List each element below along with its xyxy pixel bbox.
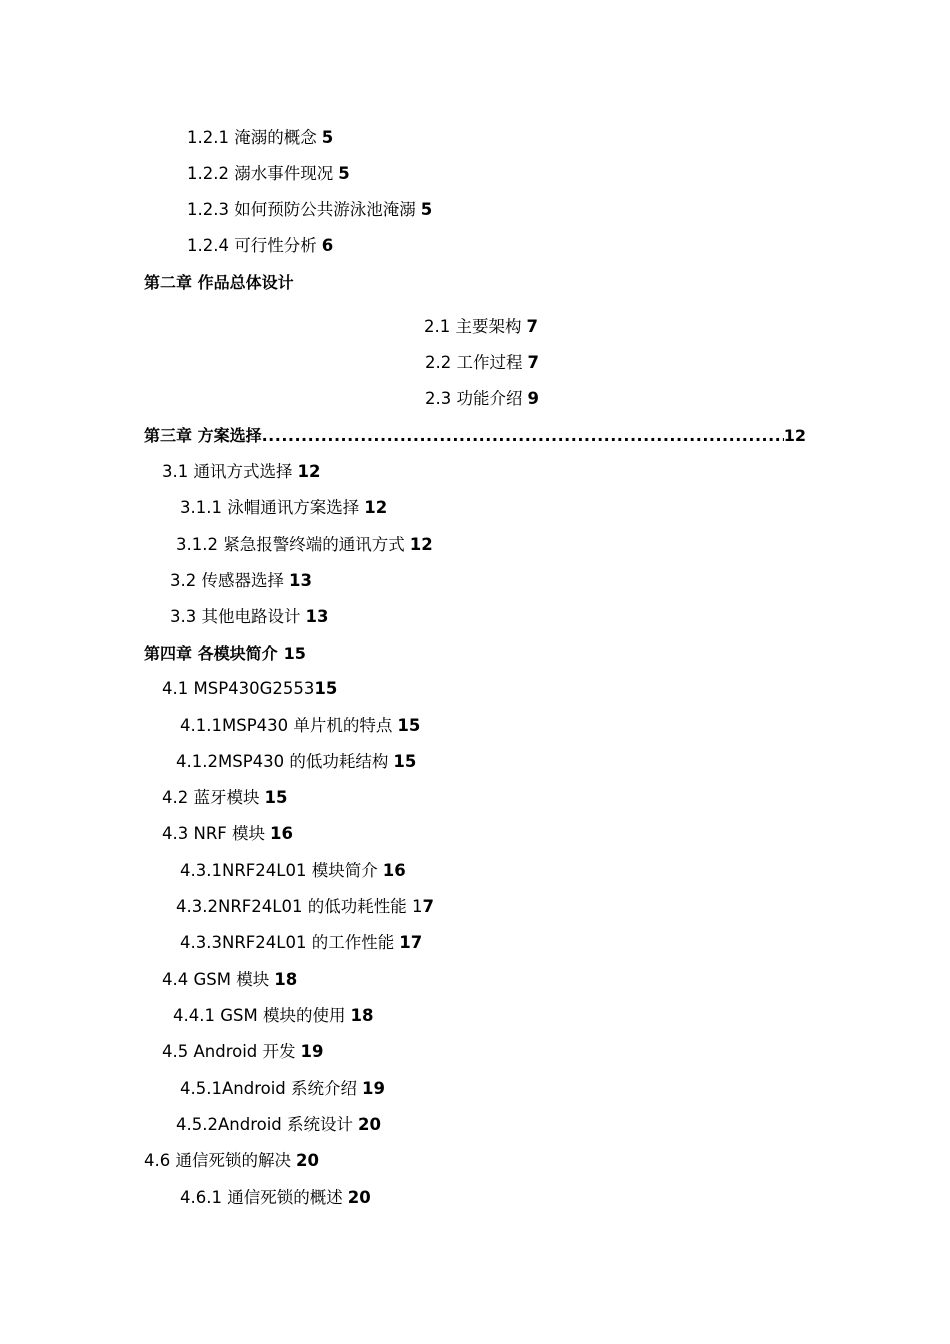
toc-entry-4-3-2[interactable]: [176, 895, 434, 919]
toc-entry-page: 7: [526, 317, 538, 336]
toc-entry-title: 4.5 Android 开发: [162, 1042, 296, 1061]
toc-entry-title: 3.1 通讯方式选择: [162, 462, 293, 481]
toc-entry-title: 4.2 蓝牙模块: [162, 788, 260, 807]
toc-entry-page: 20: [296, 1151, 319, 1170]
toc-entry-4-5-1[interactable]: [180, 1077, 385, 1101]
toc-entry-title: 1.2.4 可行性分析: [187, 236, 317, 255]
toc-entry-4-6-1[interactable]: [180, 1186, 371, 1210]
toc-entry-title: 4.3 NRF 模块: [162, 824, 266, 843]
toc-entry-1-2-4[interactable]: [187, 234, 333, 258]
toc-entry-4-4-1[interactable]: [173, 1004, 373, 1028]
toc-entry-title: 3.1.2 紧急报警终端的通讯方式: [176, 535, 405, 554]
toc-entry-title: 1.2.2 溺水事件现况: [187, 164, 334, 183]
toc-entry-page: 12: [783, 426, 806, 445]
toc-entry-page: 7: [527, 353, 539, 372]
toc-entry-page: 13: [305, 607, 329, 626]
toc-entry-title: 4.4 GSM 模块: [162, 970, 270, 989]
toc-entry-title: 4.6 通信死锁的解决: [144, 1151, 291, 1170]
toc-entry-page: 16: [270, 824, 293, 843]
toc-entry-1-2-2[interactable]: [187, 162, 350, 186]
toc-entry-4-3-3[interactable]: [180, 931, 422, 955]
toc-entry-page: 5: [420, 200, 433, 219]
toc-entry-3-1-1[interactable]: [180, 496, 387, 520]
toc-entry-page: 12: [409, 535, 433, 554]
toc-entry-title: 3.1.1 泳帽通讯方案选择: [180, 498, 360, 517]
toc-entry-3-3[interactable]: [170, 605, 328, 629]
toc-entry-page: 20: [347, 1188, 371, 1207]
toc-entry-title: 3.3 其他电路设计: [170, 607, 301, 626]
toc-entry-4-2[interactable]: [162, 786, 287, 810]
toc-entry-title: 1.2.3 如何预防公共游泳池淹溺: [187, 200, 416, 219]
toc-entry-page: 12: [364, 498, 388, 517]
toc-entry-4-1[interactable]: [162, 677, 337, 701]
toc-entry-title: 4.5.1Android 系统介绍: [180, 1079, 358, 1098]
toc-entry-3-1-2[interactable]: [176, 533, 433, 557]
toc-entry-4-5-2[interactable]: [176, 1113, 381, 1137]
toc-entry-3-2[interactable]: [170, 569, 312, 593]
toc-chapter-3[interactable]: [144, 424, 806, 448]
toc-entry-page: 7: [422, 897, 434, 916]
toc-entry-title: 2.3 功能介绍: [425, 389, 523, 408]
toc-entry-1-2-1[interactable]: [187, 126, 333, 150]
toc-entry-page: 15: [264, 788, 288, 807]
toc-entry-title: 4.3.2NRF24L01 的低功耗性能 1: [176, 897, 423, 916]
toc-entry-page: 18: [274, 970, 298, 989]
toc-entry-title: 2.1 主要架构: [424, 317, 522, 336]
toc-entry-page: 16: [382, 861, 406, 880]
toc-chapter-title: 第四章 各模块简介: [144, 644, 278, 663]
toc-entry-page: 5: [321, 128, 334, 147]
toc-entry-4-3[interactable]: [162, 822, 293, 846]
toc-entry-page: 20: [358, 1115, 381, 1134]
toc-chapter-title: 第三章 方案选择: [144, 426, 262, 445]
toc-entry-title: 4.1.2MSP430 的低功耗结构: [176, 752, 389, 771]
toc-entry-2-3[interactable]: [425, 387, 539, 411]
toc-entry-page: 19: [362, 1079, 385, 1098]
toc-entry-4-3-1[interactable]: [180, 859, 406, 883]
toc-entry-page: 18: [350, 1006, 374, 1025]
toc-entry-page: 6: [321, 236, 334, 255]
toc-entry-1-2-3[interactable]: [187, 198, 432, 222]
toc-entry-3-1[interactable]: [162, 460, 320, 484]
toc-entry-4-5[interactable]: [162, 1040, 324, 1064]
toc-entry-title: 4.6.1 通信死锁的概述: [180, 1188, 343, 1207]
toc-entry-title: 2.2 工作过程: [425, 353, 523, 372]
toc-chapter-4[interactable]: [144, 642, 306, 666]
toc-chapter-2[interactable]: [144, 271, 294, 295]
toc-entry-page: 12: [297, 462, 321, 481]
toc-dot-leader: [262, 424, 784, 448]
toc-entry-page: 5: [338, 164, 350, 183]
toc-entry-4-6[interactable]: [144, 1149, 319, 1173]
toc-entry-title: 4.1 MSP430G2553: [162, 679, 315, 698]
toc-entry-title: 4.5.2Android 系统设计: [176, 1115, 354, 1134]
toc-entry-4-1-1[interactable]: [180, 714, 420, 738]
toc-entry-title: 1.2.1 淹溺的概念: [187, 128, 317, 147]
toc-entry-2-1[interactable]: [424, 315, 538, 339]
toc-entry-2-2[interactable]: [425, 351, 539, 375]
toc-chapter-title: 第二章 作品总体设计: [144, 273, 294, 292]
toc-entry-page: 9: [527, 389, 539, 408]
toc-entry-4-4[interactable]: [162, 968, 297, 992]
toc-entry-title: 4.1.1MSP430 单片机的特点: [180, 716, 393, 735]
toc-entry-page: 15: [314, 679, 338, 698]
toc-entry-4-1-2[interactable]: [176, 750, 416, 774]
toc-entry-title: 3.2 传感器选择: [170, 571, 284, 590]
toc-entry-page: 19: [300, 1042, 324, 1061]
toc-entry-page: 15: [393, 752, 417, 771]
toc-entry-title: 4.3.1NRF24L01 模块简介: [180, 861, 378, 880]
toc-entry-page: 17: [399, 933, 423, 952]
toc-entry-page: 13: [289, 571, 312, 590]
toc-entry-page: 15: [283, 644, 306, 663]
toc-entry-page: 15: [397, 716, 421, 735]
toc-entry-title: 4.4.1 GSM 模块的使用: [173, 1006, 346, 1025]
toc-entry-title: 4.3.3NRF24L01 的工作性能: [180, 933, 395, 952]
